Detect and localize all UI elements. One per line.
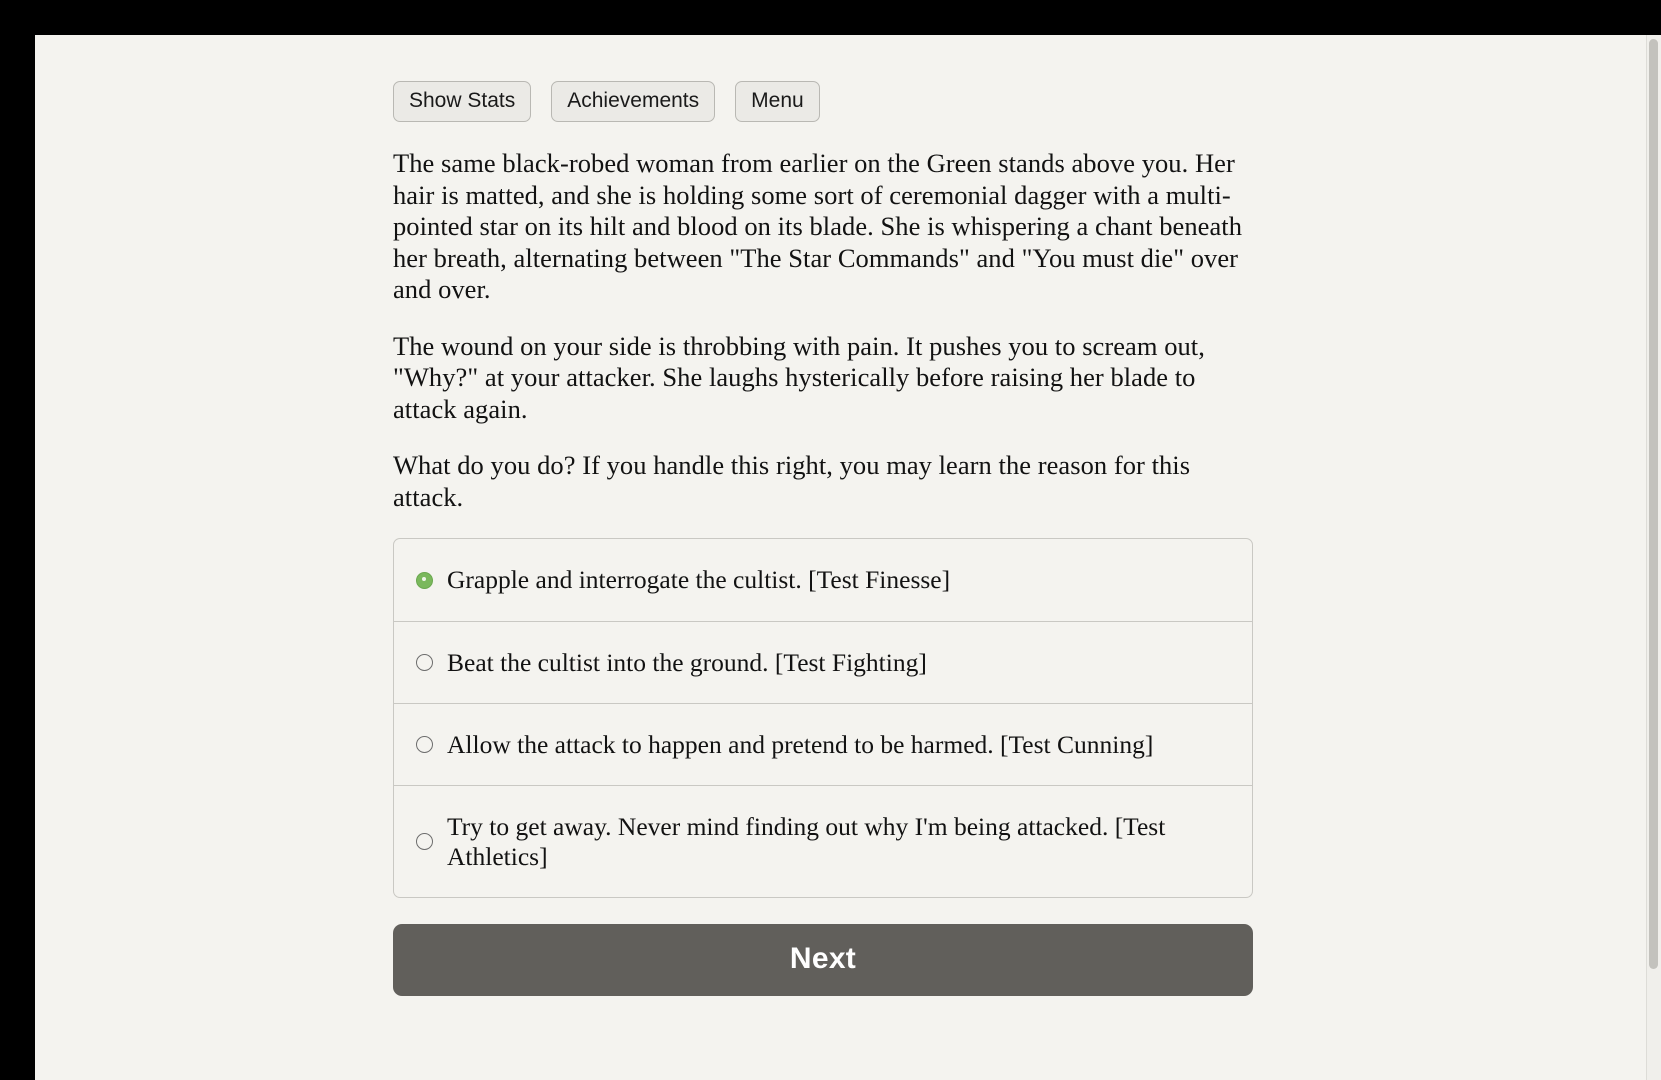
choice-label: Try to get away. Never mind finding out why I'm being attacked. [Test Athletics]	[447, 812, 1166, 871]
choice-label: Allow the attack to happen and pretend to be harmed. [Test Cunning]	[447, 730, 1154, 760]
radio-icon[interactable]	[416, 833, 433, 850]
choice-list	[393, 538, 1253, 898]
choice-option-2[interactable]	[394, 622, 1252, 704]
choice-option-1[interactable]	[394, 539, 1252, 621]
content-column	[393, 35, 1253, 996]
story-text	[393, 148, 1253, 513]
scrollbar-thumb[interactable]	[1649, 39, 1658, 969]
story-paragraph: What do you do? If you handle this right, you may learn the reason for this attack.	[393, 450, 1191, 512]
choice-label: Beat the cultist into the ground. [Test Fighting]	[447, 647, 927, 677]
story-paragraph: The same black-robed woman from earlier on the Green stands above you. Her hair is matted, and she is holding some sort of ceremonial dagger with a multi-pointed star on its hilt and blood on its blade. She is whispering a chant beneath her breath, alternating between "The Star Commands" and "You must die" over and over.	[393, 148, 1243, 305]
radio-icon[interactable]	[416, 736, 433, 753]
next-button[interactable]: Next	[393, 924, 1253, 996]
achievements-button[interactable]: Achievements	[551, 81, 715, 122]
radio-icon[interactable]	[416, 572, 433, 589]
choice-label: Grapple and interrogate the cultist. [Test Finesse]	[447, 565, 951, 595]
show-stats-button[interactable]: Show Stats	[393, 81, 531, 122]
vertical-scrollbar[interactable]	[1646, 35, 1661, 1080]
story-page	[35, 35, 1646, 1080]
choice-option-3[interactable]	[394, 704, 1252, 786]
choice-option-4[interactable]	[394, 786, 1252, 897]
top-button-row	[393, 35, 1253, 132]
menu-button[interactable]: Menu	[735, 81, 820, 122]
radio-icon[interactable]	[416, 654, 433, 671]
story-paragraph: The wound on your side is throbbing with pain. It pushes you to scream out, "Why?" at your attacker. She laughs hysterically before raising her blade to attack again.	[393, 330, 1205, 424]
